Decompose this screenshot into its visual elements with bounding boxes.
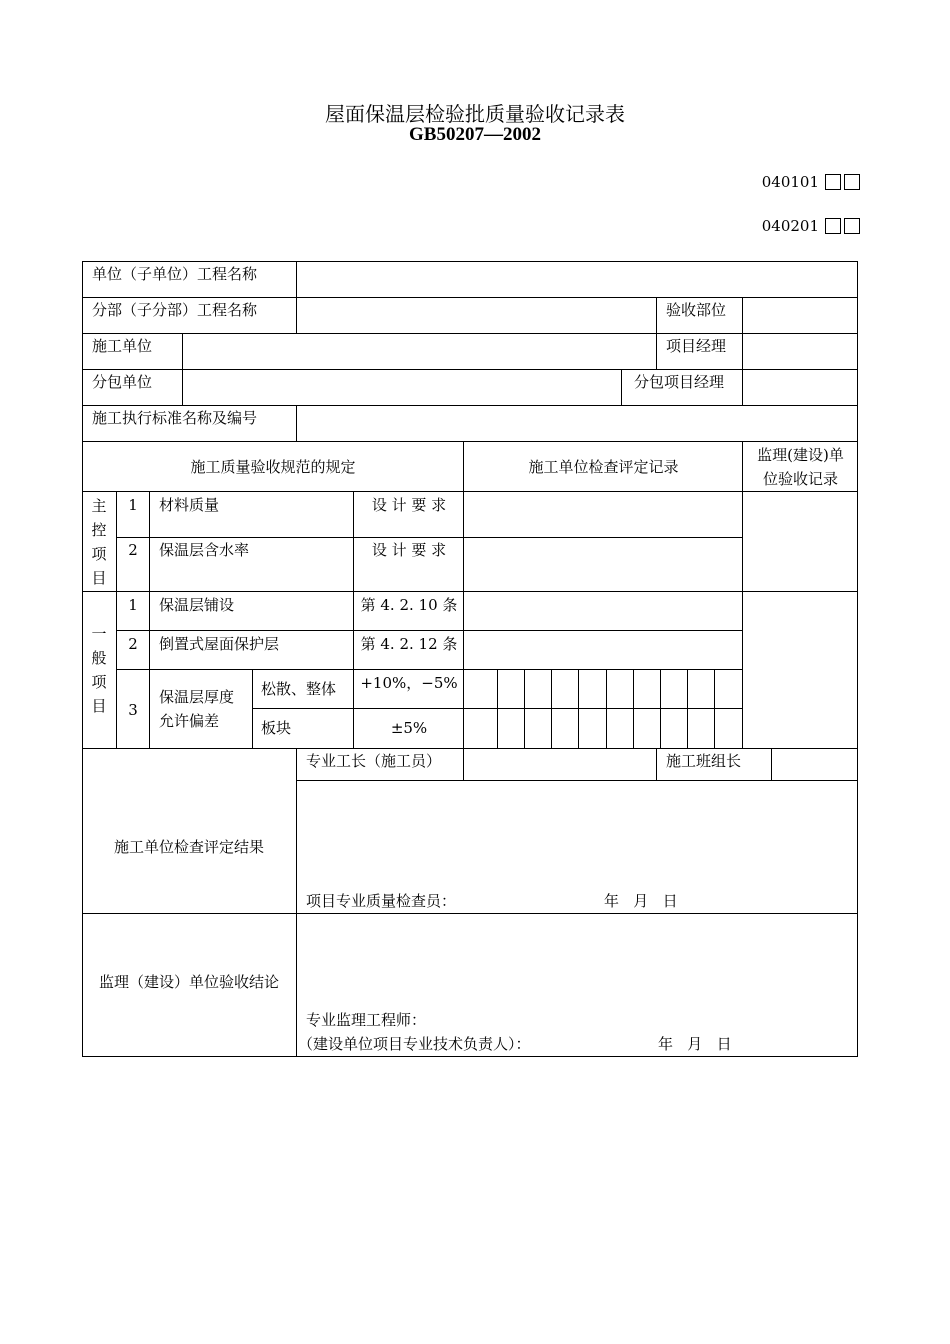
grid-line <box>656 297 657 370</box>
sub-item-req: ±5% <box>390 719 428 737</box>
item-no: 2 <box>128 541 138 559</box>
grid-line <box>82 913 858 914</box>
grid-line <box>633 669 634 749</box>
code-box[interactable] <box>844 218 860 234</box>
grid-line <box>497 669 498 749</box>
item-name-line1: 保温层厚度 <box>159 688 235 706</box>
main-label-char: 控 <box>91 521 107 539</box>
item-name-line2: 允许偏差 <box>159 712 220 730</box>
item-name: 保温层含水率 <box>159 541 250 559</box>
sub-project-name-label: 分部（子分部）工程名称 <box>92 301 258 319</box>
main-label-char: 目 <box>91 569 107 587</box>
grid-line <box>621 369 622 406</box>
grid-line <box>606 669 607 749</box>
acceptance-part-label: 验收部位 <box>666 301 727 319</box>
item-name: 保温层铺设 <box>159 596 235 614</box>
code-box[interactable] <box>825 174 841 190</box>
grid-line <box>116 669 743 670</box>
standard-code: GB50207—2002 <box>409 124 541 145</box>
subcontract-manager-label: 分包项目经理 <box>634 373 725 391</box>
grid-line <box>714 669 715 749</box>
owner-label: （建设单位项目专业技术负责人）： <box>298 1035 531 1053</box>
grid-line <box>296 297 297 334</box>
standard-name-label: 施工执行标准名称及编号 <box>92 409 258 427</box>
code-line-2 <box>762 217 860 235</box>
supervision-date: 年 月 日 <box>658 1035 732 1053</box>
main-label-char: 主 <box>91 497 107 515</box>
grid-line <box>687 669 688 749</box>
grid-line <box>296 261 297 298</box>
form-title: 屋面保温层检验批质量验收记录表 <box>325 102 625 126</box>
grid-line <box>252 669 253 749</box>
general-label-char: 一 <box>91 625 107 643</box>
item-no: 1 <box>128 596 138 614</box>
grid-line <box>353 491 354 749</box>
spec-header: 施工质量验收规范的规定 <box>190 458 356 476</box>
item-req: 第 4. 2. 10 条 <box>360 596 458 614</box>
code-box[interactable] <box>844 174 860 190</box>
item-req: 设 计 要 求 <box>371 541 447 559</box>
supervision-header-line2: 位验收记录 <box>762 470 838 488</box>
subcontract-unit-label: 分包单位 <box>92 373 153 391</box>
grid-line <box>656 748 657 781</box>
construction-unit-label: 施工单位 <box>92 337 153 355</box>
grid-line <box>463 748 464 781</box>
grid-line <box>578 669 579 749</box>
item-no: 2 <box>128 635 138 653</box>
grid-line <box>116 630 743 631</box>
item-name: 材料质量 <box>159 496 220 514</box>
code-line-1 <box>762 173 860 191</box>
engineer-label: 专业监理工程师： <box>306 1011 427 1029</box>
grid-line <box>82 748 858 749</box>
general-label-char: 目 <box>91 697 107 715</box>
foreman-label: 专业工长（施工员） <box>306 752 442 770</box>
code-box[interactable] <box>825 218 841 234</box>
code-text-2: 040201 <box>761 217 819 235</box>
check-record-header: 施工单位检查评定记录 <box>528 458 679 476</box>
item-no: 1 <box>128 496 138 514</box>
result-label: 施工单位检查评定结果 <box>113 838 264 856</box>
grid-line <box>524 669 525 749</box>
general-label-char: 项 <box>91 673 107 691</box>
item-no: 3 <box>128 701 138 719</box>
project-manager-label: 项目经理 <box>666 337 727 355</box>
grid-line <box>857 261 858 1057</box>
grid-line <box>296 748 297 1057</box>
code-text-1: 040101 <box>761 173 819 191</box>
item-req: 设 计 要 求 <box>371 496 447 514</box>
team-leader-label: 施工班组长 <box>666 752 742 770</box>
sub-item-name: 松散、整体 <box>261 680 337 698</box>
grid-line <box>742 297 743 406</box>
grid-line <box>296 780 858 781</box>
general-label-char: 般 <box>91 649 107 667</box>
grid-line <box>296 405 297 442</box>
project-name-label: 单位（子单位）工程名称 <box>92 265 258 283</box>
grid-line <box>82 591 858 592</box>
inspector-label: 项目专业质量检查员： <box>306 892 457 910</box>
item-name: 倒置式屋面保护层 <box>159 635 280 653</box>
sub-item-req: +10%，−5% <box>360 674 458 692</box>
grid-line <box>771 748 772 781</box>
grid-line <box>660 669 661 749</box>
supervision-header-line1: 监理(建设)单 <box>757 446 844 464</box>
grid-line <box>82 1056 858 1057</box>
item-req: 第 4. 2. 12 条 <box>360 635 458 653</box>
grid-line <box>182 333 183 406</box>
supervision-conclusion-label: 监理（建设）单位验收结论 <box>98 973 279 991</box>
result-date: 年 月 日 <box>604 892 678 910</box>
sub-item-name: 板块 <box>261 719 292 737</box>
main-label-char: 项 <box>91 545 107 563</box>
grid-line <box>551 669 552 749</box>
